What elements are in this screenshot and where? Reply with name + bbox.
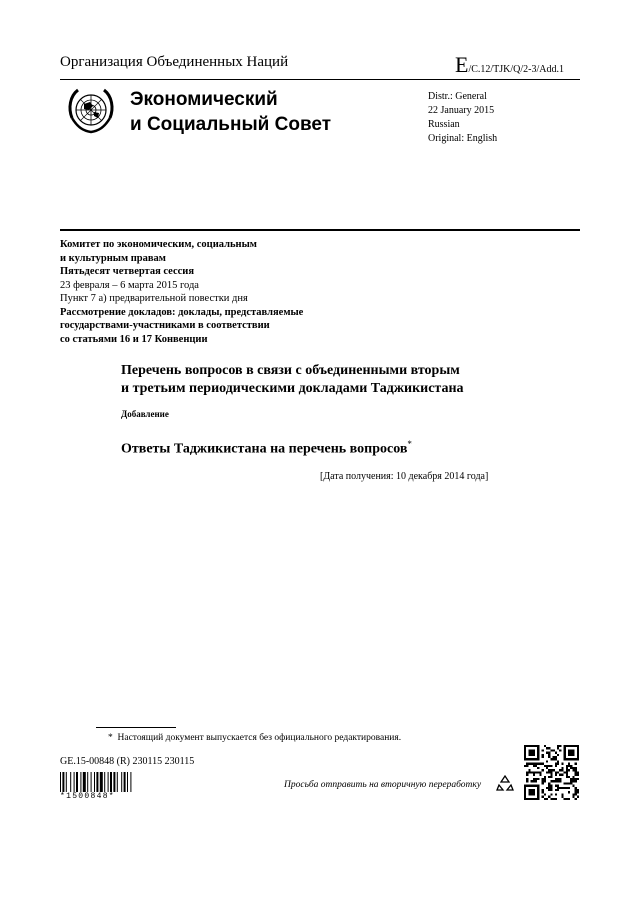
- qr-code: [524, 745, 579, 800]
- replies-title-text: Ответы Таджикистана на перечень вопросов: [121, 441, 408, 457]
- organization-name: Организация Объединенных Наций: [60, 54, 289, 70]
- replies-title: [121, 439, 412, 458]
- consideration-line3: со статьями 16 и 17 Конвенции: [60, 333, 208, 345]
- list-of-issues-title: [121, 362, 541, 398]
- document-code: GE.15-00848 (R) 230115 230115: [60, 756, 195, 767]
- received-date: [Дата получения: 10 декабря 2014 года]: [320, 471, 489, 482]
- distr-language: Russian: [428, 119, 460, 130]
- footnote-rule: [96, 727, 176, 728]
- consideration-line1: Рассмотрение докладов: доклады, представляемые: [60, 306, 304, 318]
- symbol-letter: E: [455, 52, 469, 77]
- session-label: Пятьдесят четвертая сессия: [60, 266, 195, 277]
- un-emblem-icon: [64, 84, 118, 138]
- document-symbol: [455, 52, 564, 78]
- council-title: [130, 87, 331, 137]
- session-dates: 23 февраля – 6 марта 2015 года: [60, 279, 199, 291]
- recycle-icon: [495, 773, 515, 793]
- footnote-text: Настоящий документ выпускается без официального редактирования.: [117, 733, 402, 743]
- header-rule: [60, 79, 580, 80]
- distr-original: Original: English: [428, 133, 498, 144]
- footnote-marker: *: [407, 439, 412, 449]
- distr-general: Distr.: General: [428, 91, 487, 102]
- distr-date: 22 January 2015: [428, 105, 495, 116]
- committee-name-line2: и культурным правам: [60, 252, 166, 264]
- addendum-label: Добавление: [121, 409, 169, 419]
- council-title-line2: и Социальный Совет: [130, 114, 332, 135]
- footnote-marker-bottom: *: [108, 733, 113, 743]
- barcode-digits: *1500848*: [60, 792, 115, 801]
- list-title-line1: Перечень вопросов в связи с объединенными вторым: [121, 363, 460, 378]
- recycle-request: Просьба отправить на вторичную переработку: [284, 780, 482, 790]
- section-rule: [60, 229, 580, 231]
- footnote: [108, 733, 401, 743]
- barcode-icon: [60, 772, 158, 792]
- committee-name-line1: Комитет по экономическим, социальным: [60, 239, 257, 250]
- council-title-line1: Экономический: [130, 89, 278, 110]
- consideration-line2: государствами-участниками в соответствии: [60, 320, 270, 331]
- symbol-code: /C.12/TJK/Q/2-3/Add.1: [468, 64, 565, 75]
- list-title-line2: и третьим периодическими докладами Таджикистана: [121, 381, 464, 396]
- distribution-block: [428, 90, 497, 146]
- committee-block: [60, 238, 360, 346]
- agenda-item: Пункт 7 а) предварительной повестки дня: [60, 293, 248, 304]
